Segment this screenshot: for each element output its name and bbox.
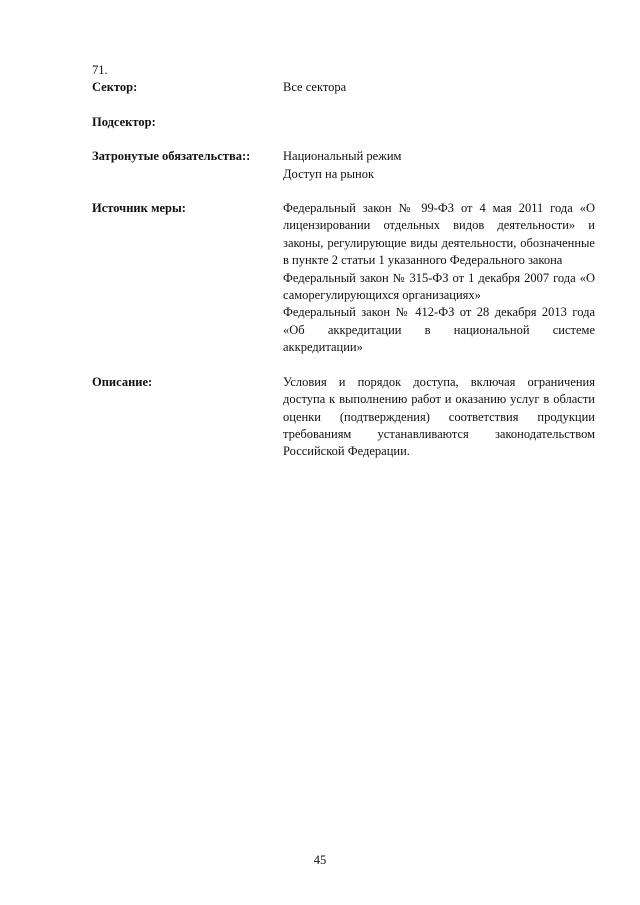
obligation-market-access: Доступ на рынок [283,166,375,181]
subsector-row [92,114,595,131]
sector-row [92,79,595,96]
source-law-412fz: Федеральный закон № 412-ФЗ от 28 декабря 2013 года «Об аккредитации в национальной системе аккредитации» [283,305,595,355]
description-row [92,374,595,461]
source-law-315fz: Федеральный закон № 315-ФЗ от 1 декабря 2007 года «О саморегулирующихся организациях» [283,270,595,303]
document-page [92,62,595,461]
entry-number: 71. [92,63,108,77]
source-value [283,200,595,357]
sector-value-line: Все сектора [283,80,347,95]
subsector-value [283,114,595,131]
sector-label: Сектор: [92,80,138,95]
source-label: Источник меры: [92,201,186,216]
source-row [92,200,595,357]
obligation-national-treatment: Национальный режим [283,149,402,164]
source-law-99fz: Федеральный закон № 99-ФЗ от 4 мая 2011 года «О лицензировании отдельных видов деятельности» и законы, регулирующие виды деятельности, обозначенные в пункте 2 статьи 1 указанного Федерального закона [283,201,595,268]
obligations-row [92,148,595,183]
page-number: 45 [313,853,327,867]
description-value [283,374,595,461]
subsector-label: Подсектор: [92,114,156,129]
description-label: Описание: [92,374,153,389]
obligations-label: Затронутые обязательства:: [92,149,251,164]
obligations-value [283,148,595,183]
description-text: Условия и порядок доступа, включая ограничения доступа к выполнению работ и оказанию услуг в области оценки (подтверждения) соответствия продукции требованиям устанавливаются законодательством Российской Федерации. [283,374,595,459]
sector-value [283,79,595,96]
